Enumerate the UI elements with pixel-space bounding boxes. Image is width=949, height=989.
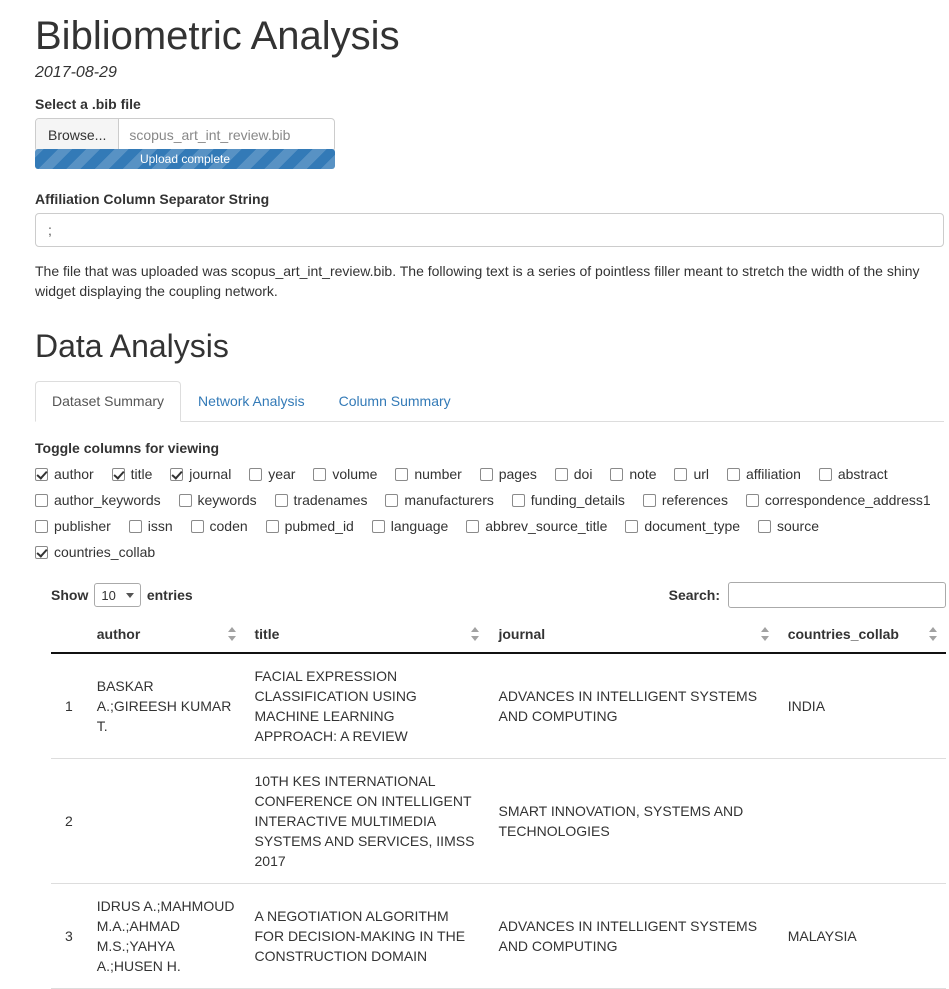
checkbox-icon[interactable] — [480, 468, 493, 481]
tab-column-summary[interactable]: Column Summary — [338, 392, 451, 409]
cell-author — [87, 759, 245, 884]
cell-title: 10TH KES INTERNATIONAL CONFERENCE ON INTELLIGENT INTERACTIVE MULTIMEDIA SYSTEMS AND SERVICES, IIMSS 2017 — [245, 759, 489, 884]
checkbox-icon[interactable] — [819, 468, 832, 481]
table-row[interactable] — [51, 653, 946, 759]
file-input-row[interactable] — [35, 118, 335, 152]
cell-journal: SMART INNOVATION, SYSTEMS AND TECHNOLOGIES — [488, 759, 777, 884]
column-header-journal[interactable]: journal — [488, 618, 777, 653]
separator-input[interactable] — [35, 213, 944, 247]
column-toggle-language[interactable]: language — [372, 516, 449, 537]
column-toggle-references[interactable]: references — [643, 490, 728, 511]
column-toggle-number[interactable]: number — [395, 464, 461, 485]
column-toggle-pages[interactable]: pages — [480, 464, 537, 485]
cell-author: BASKAR A.;GIREESH KUMAR T. — [87, 653, 245, 759]
sort-icon[interactable] — [929, 627, 938, 641]
page-title: Bibliometric Analysis — [35, 14, 400, 58]
column-toggle-funding-details[interactable]: funding_details — [512, 490, 625, 511]
checkbox-icon[interactable] — [191, 520, 204, 533]
column-toggle-publisher[interactable]: publisher — [35, 516, 111, 537]
column-toggle-journal[interactable]: journal — [170, 464, 231, 485]
column-toggle-group — [35, 464, 947, 568]
checkbox-icon[interactable] — [643, 494, 656, 507]
sort-icon[interactable] — [761, 627, 770, 641]
chevron-down-icon — [126, 593, 134, 598]
cell-journal: ADVANCES IN INTELLIGENT SYSTEMS AND COMPUTING — [488, 653, 777, 759]
checkbox-icon[interactable] — [625, 520, 638, 533]
column-header-author[interactable]: author — [87, 618, 245, 653]
column-toggle-note[interactable]: note — [610, 464, 656, 485]
file-upload-group — [35, 118, 335, 169]
checkbox-icon[interactable] — [170, 468, 183, 481]
row-index: 3 — [51, 884, 87, 989]
column-toggle-pubmed-id[interactable]: pubmed_id — [266, 516, 354, 537]
checkbox-icon[interactable] — [372, 520, 385, 533]
upload-progress-bar — [35, 149, 335, 169]
table-header-row — [51, 618, 946, 653]
entries-per-page-value: 10 — [101, 587, 116, 603]
column-toggle-manufacturers[interactable]: manufacturers — [385, 490, 493, 511]
upload-progress-label: Upload complete — [139, 152, 231, 166]
checkbox-icon[interactable] — [746, 494, 759, 507]
toggle-columns-title: Toggle columns for viewing — [35, 440, 220, 457]
checkbox-icon[interactable] — [385, 494, 398, 507]
table-body — [51, 653, 946, 989]
column-toggle-correspondence-address1[interactable]: correspondence_address1 — [746, 490, 931, 511]
cell-title: A NEGOTIATION ALGORITHM FOR DECISION-MAKING IN THE CONSTRUCTION DOMAIN — [245, 884, 489, 989]
checkbox-icon[interactable] — [179, 494, 192, 507]
column-toggle-year[interactable]: year — [249, 464, 295, 485]
checkbox-icon[interactable] — [35, 520, 48, 533]
checkbox-icon[interactable] — [266, 520, 279, 533]
column-toggle-volume[interactable]: volume — [313, 464, 377, 485]
column-toggle-affiliation[interactable]: affiliation — [727, 464, 801, 485]
browse-button[interactable]: Browse... — [36, 119, 119, 151]
checkbox-icon[interactable] — [395, 468, 408, 481]
separator-label: Affiliation Column Separator String — [35, 191, 270, 207]
show-entries-suffix: entries — [146, 587, 193, 604]
column-toggle-abbrev-source-title[interactable]: abbrev_source_title — [466, 516, 607, 537]
show-entries-prefix: Show — [51, 587, 89, 604]
column-header-index — [51, 618, 87, 653]
page-date: 2017-08-29 — [35, 64, 117, 81]
checkbox-icon[interactable] — [35, 546, 48, 559]
show-entries-control — [51, 583, 193, 607]
column-toggle-url[interactable]: url — [674, 464, 709, 485]
column-toggle-abstract[interactable]: abstract — [819, 464, 888, 485]
tab-dataset-summary[interactable]: Dataset Summary — [35, 381, 181, 423]
row-index: 2 — [51, 759, 87, 884]
cell-title: FACIAL EXPRESSION CLASSIFICATION USING MACHINE LEARNING APPROACH: A REVIEW — [245, 653, 489, 759]
column-toggle-doi[interactable]: doi — [555, 464, 593, 485]
checkbox-icon[interactable] — [610, 468, 623, 481]
column-toggle-countries-collab[interactable]: countries_collab — [35, 542, 155, 563]
cell-author: IDRUS A.;MAHMOUD M.A.;AHMAD M.S.;YAHYA A.;HUSEN H. — [87, 884, 245, 989]
column-toggle-keywords[interactable]: keywords — [179, 490, 257, 511]
tab-bar — [35, 381, 944, 423]
cell-countries-collab: MALAYSIA — [778, 884, 946, 989]
checkbox-icon[interactable] — [249, 468, 262, 481]
data-table — [51, 618, 946, 989]
column-toggle-issn[interactable]: issn — [129, 516, 173, 537]
checkbox-icon[interactable] — [674, 468, 687, 481]
upload-description: The file that was uploaded was scopus_art_int_review.bib. The following text is a series of pointless filler meant to stretch the width of the shiny widget displaying the coupling network. — [35, 263, 920, 300]
data-analysis-heading: Data Analysis — [35, 327, 229, 364]
checkbox-icon[interactable] — [275, 494, 288, 507]
column-header-countries-collab[interactable]: countries_collab — [778, 618, 946, 653]
row-index: 1 — [51, 653, 87, 759]
column-toggle-tradenames[interactable]: tradenames — [275, 490, 368, 511]
column-toggle-title[interactable]: title — [112, 464, 153, 485]
checkbox-icon[interactable] — [466, 520, 479, 533]
column-toggle-author-keywords[interactable]: author_keywords — [35, 490, 161, 511]
table-header — [51, 618, 946, 653]
table-row[interactable] — [51, 759, 946, 884]
cell-journal: ADVANCES IN INTELLIGENT SYSTEMS AND COMPUTING — [488, 884, 777, 989]
column-toggle-coden[interactable]: coden — [191, 516, 248, 537]
column-header-title[interactable]: title — [245, 618, 489, 653]
file-input-label: Select a .bib file — [35, 96, 141, 112]
checkbox-icon[interactable] — [727, 468, 740, 481]
checkbox-icon[interactable] — [555, 468, 568, 481]
table-row[interactable] — [51, 884, 946, 989]
selected-file-name: scopus_art_int_review.bib — [129, 127, 291, 143]
table-controls — [51, 582, 946, 608]
search-label: Search: — [668, 587, 720, 604]
search-input[interactable] — [728, 582, 946, 608]
checkbox-icon[interactable] — [35, 468, 48, 481]
column-toggle-author[interactable]: author — [35, 464, 94, 485]
tab-network-analysis[interactable]: Network Analysis — [198, 392, 305, 409]
sort-icon[interactable] — [228, 627, 237, 641]
sort-icon[interactable] — [471, 627, 480, 641]
column-toggle-source[interactable]: source — [758, 516, 819, 537]
column-toggle-document-type[interactable]: document_type — [625, 516, 740, 537]
checkbox-icon[interactable] — [512, 494, 525, 507]
checkbox-icon[interactable] — [35, 494, 48, 507]
checkbox-icon[interactable] — [112, 468, 125, 481]
checkbox-icon[interactable] — [313, 468, 326, 481]
search-control — [669, 582, 946, 608]
cell-countries-collab — [778, 759, 946, 884]
entries-per-page-select[interactable] — [94, 583, 140, 607]
checkbox-icon[interactable] — [129, 520, 142, 533]
checkbox-icon[interactable] — [758, 520, 771, 533]
cell-countries-collab: INDIA — [778, 653, 946, 759]
